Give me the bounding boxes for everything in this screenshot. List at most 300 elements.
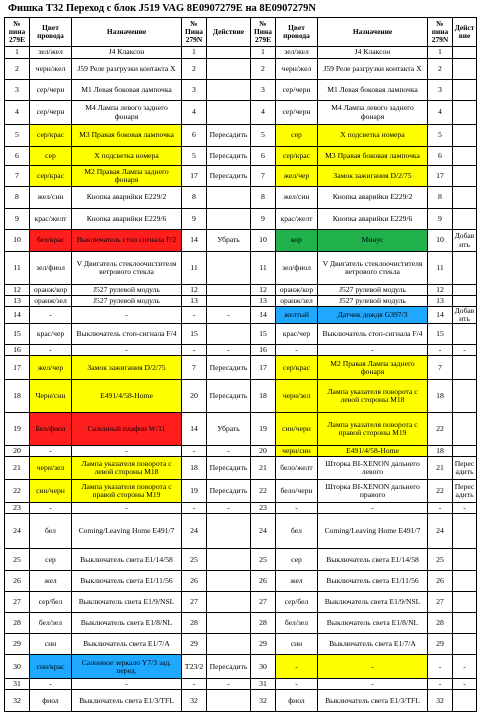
left-action-cell: - [207,679,251,690]
table-row [5,690,477,712]
table-row [5,307,477,324]
header-pin-279e: № пина 279E [5,18,30,47]
right-pin-279e-cell: 30 [251,655,276,679]
right-purpose-cell: - [318,503,428,514]
left-pin-279n-cell: 17 [182,166,207,187]
right-purpose-cell: V Двигатель стеклоочистителя ветрового стекла [318,252,428,285]
left-pin-279n-cell: 11 [182,252,207,285]
left-action-cell [207,209,251,230]
table-row [5,480,477,503]
left-pin-279e-cell: 18 [5,380,30,413]
right-purpose-cell: Выключатель света E1/9/NSL [318,592,428,613]
left-action-cell: - [207,503,251,514]
right-pin-279e-cell: 24 [251,514,276,549]
header-row [5,18,477,47]
header-pin-279e: № Пина 279E [251,18,276,47]
right-purpose-cell: M4 Лампа левого заднего фонаря [318,101,428,125]
left-action-cell: Убрать [207,413,251,446]
header-purpose: Назначение [72,18,182,47]
table-row [5,101,477,125]
table-row [5,209,477,230]
right-pin-279e-cell: 21 [251,457,276,480]
right-wire-color-cell: желтый [276,307,318,324]
right-pin-279n-cell: - [428,503,453,514]
right-pin-279n-cell: 32 [428,690,453,712]
right-purpose-cell: Лампа указателя поворота с правой стороны M19 [318,413,428,446]
right-action-cell [453,324,477,345]
left-purpose-cell: Замок зажигания D/2/75 [72,356,182,380]
left-wire-color-cell: бел/зел [30,613,72,634]
right-pin-279n-cell: - [428,345,453,356]
left-wire-color-cell: - [30,679,72,690]
left-pin-279n-cell: T23/2 [182,655,207,679]
left-pin-279n-cell: 29 [182,634,207,655]
right-action-cell [453,59,477,80]
right-pin-279e-cell: 20 [251,446,276,457]
right-pin-279e-cell: 22 [251,480,276,503]
right-wire-color-cell: бел [276,514,318,549]
right-wire-color-cell: кор [276,230,318,252]
left-purpose-cell: Кнопка аварийки E229/6 [72,209,182,230]
left-purpose-cell: Выключатель стоп-сигнала F/4 [72,324,182,345]
right-pin-279n-cell: 29 [428,634,453,655]
left-pin-279n-cell: 13 [182,296,207,307]
right-purpose-cell: Выключатель света E1/8/NL [318,613,428,634]
left-pin-279e-cell: 12 [5,285,30,296]
table-row [5,59,477,80]
right-pin-279n-cell: 1 [428,47,453,59]
left-action-cell [207,80,251,101]
right-wire-color-cell: оранж/кор [276,285,318,296]
right-action-cell [453,446,477,457]
table-row [5,230,477,252]
right-action-cell [453,296,477,307]
right-action-cell: Добавить [453,230,477,252]
right-pin-279n-cell: 25 [428,549,453,571]
right-pin-279n-cell: 21 [428,457,453,480]
right-pin-279n-cell: 17 [428,166,453,187]
table-row [5,655,477,679]
left-action-cell [207,613,251,634]
right-pin-279e-cell: 31 [251,679,276,690]
right-pin-279e-cell: 8 [251,187,276,209]
left-action-cell: Пересадить [207,655,251,679]
right-action-cell [453,125,477,147]
left-wire-color-cell: оранж/зел [30,296,72,307]
left-action-cell [207,571,251,592]
right-action-cell [453,166,477,187]
left-pin-279n-cell: 27 [182,592,207,613]
right-purpose-cell: Coming/Leaving Home E491/7 [318,514,428,549]
right-pin-279n-cell: 3 [428,80,453,101]
left-pin-279e-cell: 17 [5,356,30,380]
right-purpose-cell: Выключатель света E1/14/58 [318,549,428,571]
pinout-table [4,17,477,712]
right-pin-279e-cell: 17 [251,356,276,380]
table-row [5,125,477,147]
right-pin-279e-cell: 15 [251,324,276,345]
right-purpose-cell: Датчик дождя G397/3 [318,307,428,324]
left-wire-color-cell: черн/жел [30,59,72,80]
left-pin-279n-cell: 14 [182,230,207,252]
left-pin-279e-cell: 22 [5,480,30,503]
left-wire-color-cell: сер [30,147,72,166]
left-purpose-cell: Лампа указателя поворота с левой стороны M18 [72,457,182,480]
left-wire-color-cell: Бел/фиол [30,413,72,446]
left-purpose-cell: M4 Лампа левого заднего фонаря [72,101,182,125]
right-action-cell [453,613,477,634]
left-pin-279e-cell: 15 [5,324,30,345]
table-row [5,147,477,166]
right-action-cell [453,514,477,549]
header-action: Действие [453,18,477,47]
left-action-cell: Убрать [207,230,251,252]
right-action-cell [453,147,477,166]
right-action-cell [453,252,477,285]
table-row [5,457,477,480]
right-wire-color-cell: сер/черн [276,80,318,101]
right-wire-color-cell: син [276,634,318,655]
left-wire-color-cell: - [30,446,72,457]
document-title: Фишка T32 Переход с блок J519 VAG 8E0907279E на 8E0907279N [8,3,316,14]
table-row [5,166,477,187]
left-pin-279n-cell: 24 [182,514,207,549]
left-purpose-cell: Кнопка аварийки E229/2 [72,187,182,209]
right-pin-279e-cell: 12 [251,285,276,296]
right-wire-color-cell: черн/жел [276,59,318,80]
left-pin-279n-cell: 1 [182,47,207,59]
header-wire-color: Цвет провода [30,18,72,47]
left-pin-279e-cell: 31 [5,679,30,690]
table-row [5,446,477,457]
right-wire-color-cell: жел/чер [276,166,318,187]
left-pin-279n-cell: 18 [182,457,207,480]
left-purpose-cell: Выключатель света E1/11/56 [72,571,182,592]
right-wire-color-cell: бело/желт [276,457,318,480]
right-pin-279n-cell: 2 [428,59,453,80]
right-purpose-cell: Выключатель света E1/7/A [318,634,428,655]
left-wire-color-cell: син/черн [30,480,72,503]
right-purpose-cell: - [318,345,428,356]
right-action-cell: Пересадить [453,480,477,503]
right-pin-279n-cell: 5 [428,125,453,147]
left-action-cell [207,285,251,296]
right-pin-279e-cell: 5 [251,125,276,147]
left-action-cell: Пересадить [207,457,251,480]
right-wire-color-cell: жел/син [276,187,318,209]
left-action-cell [207,47,251,59]
left-pin-279e-cell: 5 [5,125,30,147]
left-purpose-cell: Выключатель света E1/8/NL [72,613,182,634]
right-wire-color-cell: черн/зел [276,380,318,413]
right-wire-color-cell: - [276,655,318,679]
right-purpose-cell: Лампа указателя поворота с левой стороны M18 [318,380,428,413]
right-pin-279n-cell: 28 [428,613,453,634]
left-purpose-cell: Выключатель света E1/14/58 [72,549,182,571]
table-row [5,252,477,285]
right-purpose-cell: X подсветка номера [318,125,428,147]
left-wire-color-cell: черн/зел [30,457,72,480]
right-wire-color-cell: жел [276,571,318,592]
right-pin-279n-cell: 26 [428,571,453,592]
left-pin-279e-cell: 2 [5,59,30,80]
left-pin-279n-cell: 7 [182,356,207,380]
right-action-cell: - [453,655,477,679]
left-pin-279e-cell: 20 [5,446,30,457]
left-wire-color-cell: фиол [30,690,72,712]
right-purpose-cell: Выключатель стоп-сигнала F/4 [318,324,428,345]
left-purpose-cell: Coming/Leaving Home E491/7 [72,514,182,549]
table-row [5,571,477,592]
right-purpose-cell: Выключатель света E1/3/TFL [318,690,428,712]
table-row [5,356,477,380]
left-wire-color-cell: жел [30,571,72,592]
left-purpose-cell: Выключатель стоп сигнала F/2 [72,230,182,252]
left-wire-color-cell: зел/фиол [30,252,72,285]
right-action-cell [453,592,477,613]
right-action-cell: - [453,503,477,514]
right-action-cell [453,380,477,413]
left-purpose-cell: - [72,503,182,514]
right-pin-279e-cell: 14 [251,307,276,324]
right-action-cell: Пересадить [453,457,477,480]
left-wire-color-cell: бел [30,514,72,549]
right-pin-279n-cell: - [428,655,453,679]
left-pin-279e-cell: 14 [5,307,30,324]
left-pin-279e-cell: 6 [5,147,30,166]
left-action-cell: Пересадить [207,147,251,166]
right-purpose-cell: J4 Клаксон [318,47,428,59]
left-action-cell: Пересадить [207,380,251,413]
left-pin-279e-cell: 16 [5,345,30,356]
right-pin-279e-cell: 18 [251,380,276,413]
right-pin-279e-cell: 9 [251,209,276,230]
right-wire-color-cell: бел/зел [276,613,318,634]
left-pin-279e-cell: 13 [5,296,30,307]
right-action-cell: Добавить [453,307,477,324]
left-wire-color-cell: - [30,307,72,324]
right-wire-color-cell: сер/крас [276,356,318,380]
left-purpose-cell: Салонный плафон W/11 [72,413,182,446]
left-wire-color-cell: оранж/кор [30,285,72,296]
right-pin-279n-cell: 11 [428,252,453,285]
right-purpose-cell: Кнопка аварийки E229/2 [318,187,428,209]
left-wire-color-cell: бел/крас [30,230,72,252]
right-action-cell [453,101,477,125]
right-action-cell [453,634,477,655]
right-action-cell [453,690,477,712]
left-purpose-cell: - [72,345,182,356]
right-purpose-cell: J527 рулевой модуль [318,296,428,307]
right-wire-color-cell: сер/бел [276,592,318,613]
table-row [5,503,477,514]
left-pin-279e-cell: 24 [5,514,30,549]
left-action-cell [207,324,251,345]
left-action-cell: - [207,446,251,457]
left-pin-279e-cell: 10 [5,230,30,252]
right-pin-279e-cell: 1 [251,47,276,59]
right-wire-color-cell: - [276,679,318,690]
right-pin-279n-cell: 8 [428,187,453,209]
left-purpose-cell: M3 Правая боковая лампочка [72,125,182,147]
right-wire-color-cell: крас/чер [276,324,318,345]
right-pin-279e-cell: 16 [251,345,276,356]
right-pin-279e-cell: 3 [251,80,276,101]
table-row [5,413,477,446]
left-action-cell: - [207,345,251,356]
left-wire-color-cell: жел/чер [30,356,72,380]
header-purpose: Назначение [318,18,428,47]
left-wire-color-cell: сер/бел [30,592,72,613]
right-pin-279e-cell: 13 [251,296,276,307]
right-pin-279e-cell: 11 [251,252,276,285]
right-pin-279e-cell: 10 [251,230,276,252]
left-purpose-cell: J527 рулевой модуль [72,296,182,307]
right-purpose-cell: Замок зажигания D/2/75 [318,166,428,187]
left-pin-279n-cell: 5 [182,147,207,166]
left-pin-279n-cell: 3 [182,80,207,101]
left-pin-279n-cell: 8 [182,187,207,209]
left-action-cell [207,252,251,285]
left-wire-color-cell: крас/чер [30,324,72,345]
left-purpose-cell: Лампа указателя поворота с правой стороны M19 [72,480,182,503]
right-purpose-cell: J527 рулевой модуль [318,285,428,296]
right-purpose-cell: Шторка BI-XENON дальнего правого [318,480,428,503]
table-row [5,187,477,209]
header-pin-279n: № пина 279N [428,18,453,47]
left-wire-color-cell: жел/син [30,187,72,209]
left-wire-color-cell: сер [30,549,72,571]
left-pin-279n-cell: 15 [182,324,207,345]
header-wire-color: Цвет провода [276,18,318,47]
left-purpose-cell: M1 Левая боковая лампочка [72,80,182,101]
right-pin-279n-cell: 18 [428,380,453,413]
right-wire-color-cell: сер/черн [276,101,318,125]
right-pin-279n-cell: 9 [428,209,453,230]
left-pin-279e-cell: 19 [5,413,30,446]
right-wire-color-cell: сер [276,125,318,147]
right-pin-279e-cell: 28 [251,613,276,634]
left-pin-279e-cell: 30 [5,655,30,679]
left-wire-color-cell: Черн/син [30,380,72,413]
right-wire-color-cell: зел/фиол [276,252,318,285]
right-pin-279e-cell: 19 [251,413,276,446]
right-wire-color-cell: зел/жел [276,47,318,59]
right-action-cell [453,187,477,209]
right-pin-279n-cell: 4 [428,101,453,125]
right-action-cell [453,209,477,230]
right-wire-color-cell: фиол [276,690,318,712]
table-row [5,285,477,296]
left-pin-279e-cell: 26 [5,571,30,592]
left-wire-color-cell: син [30,634,72,655]
right-pin-279e-cell: 25 [251,549,276,571]
left-purpose-cell: - [72,446,182,457]
left-purpose-cell: V Двигатель стеклоочистителя ветрового стекла [72,252,182,285]
left-wire-color-cell: син/крас [30,655,72,679]
right-pin-279n-cell: 22 [428,480,453,503]
right-wire-color-cell: сер [276,549,318,571]
left-pin-279e-cell: 9 [5,209,30,230]
left-action-cell [207,592,251,613]
left-pin-279n-cell: 28 [182,613,207,634]
left-wire-color-cell: сер/крас [30,166,72,187]
left-action-cell [207,59,251,80]
left-purpose-cell: M2 Правая Лампа заднего фонаря [72,166,182,187]
header-pin-279n: № Пина 279N [182,18,207,47]
right-purpose-cell: - [318,655,428,679]
right-pin-279e-cell: 29 [251,634,276,655]
left-pin-279e-cell: 11 [5,252,30,285]
right-purpose-cell: M1 Левая боковая лампочка [318,80,428,101]
left-pin-279n-cell: 20 [182,380,207,413]
left-action-cell [207,514,251,549]
right-wire-color-cell: - [276,345,318,356]
left-pin-279e-cell: 4 [5,101,30,125]
left-pin-279n-cell: - [182,503,207,514]
left-purpose-cell: J59 Реле разгрузки контакта X [72,59,182,80]
right-purpose-cell: E491/4/58-Home [318,446,428,457]
left-purpose-cell: Выключатель света E1/9/NSL [72,592,182,613]
table-row [5,679,477,690]
right-pin-279n-cell: 14 [428,307,453,324]
left-pin-279e-cell: 7 [5,166,30,187]
right-pin-279e-cell: 6 [251,147,276,166]
table-row [5,324,477,345]
table-row [5,296,477,307]
left-pin-279n-cell: 32 [182,690,207,712]
right-wire-color-cell: сер/крас [276,147,318,166]
left-pin-279n-cell: - [182,679,207,690]
left-purpose-cell: Салонное зеркало Y7/3 зад. перед. [72,655,182,679]
left-action-cell [207,634,251,655]
left-wire-color-cell: сер/черн [30,80,72,101]
left-pin-279e-cell: 21 [5,457,30,480]
right-pin-279e-cell: 2 [251,59,276,80]
right-pin-279e-cell: 23 [251,503,276,514]
left-action-cell: Пересадить [207,166,251,187]
left-pin-279n-cell: 2 [182,59,207,80]
right-wire-color-cell: син/черн [276,413,318,446]
left-action-cell: Пересадить [207,125,251,147]
right-pin-279n-cell: 7 [428,356,453,380]
left-pin-279n-cell: - [182,307,207,324]
table-row [5,47,477,59]
right-pin-279n-cell: 6 [428,147,453,166]
right-purpose-cell: Шторка BI-XENON дальнего левого [318,457,428,480]
left-wire-color-cell: сер/крас [30,125,72,147]
right-action-cell [453,571,477,592]
left-pin-279e-cell: 27 [5,592,30,613]
left-pin-279e-cell: 32 [5,690,30,712]
right-action-cell [453,356,477,380]
right-purpose-cell: M2 Правая Лампа заднего фонаря [318,356,428,380]
right-pin-279n-cell: 12 [428,285,453,296]
left-purpose-cell: - [72,307,182,324]
left-purpose-cell: Выключатель света E1/7/A [72,634,182,655]
right-action-cell [453,47,477,59]
right-action-cell [453,549,477,571]
left-pin-279n-cell: 25 [182,549,207,571]
right-wire-color-cell: черн/син [276,446,318,457]
left-purpose-cell: Выключатель света E1/3/TFL [72,690,182,712]
left-action-cell [207,549,251,571]
left-pin-279e-cell: 25 [5,549,30,571]
left-pin-279n-cell: 4 [182,101,207,125]
right-purpose-cell: J59 Реле разгрузки контакта X [318,59,428,80]
left-pin-279e-cell: 1 [5,47,30,59]
left-action-cell [207,690,251,712]
